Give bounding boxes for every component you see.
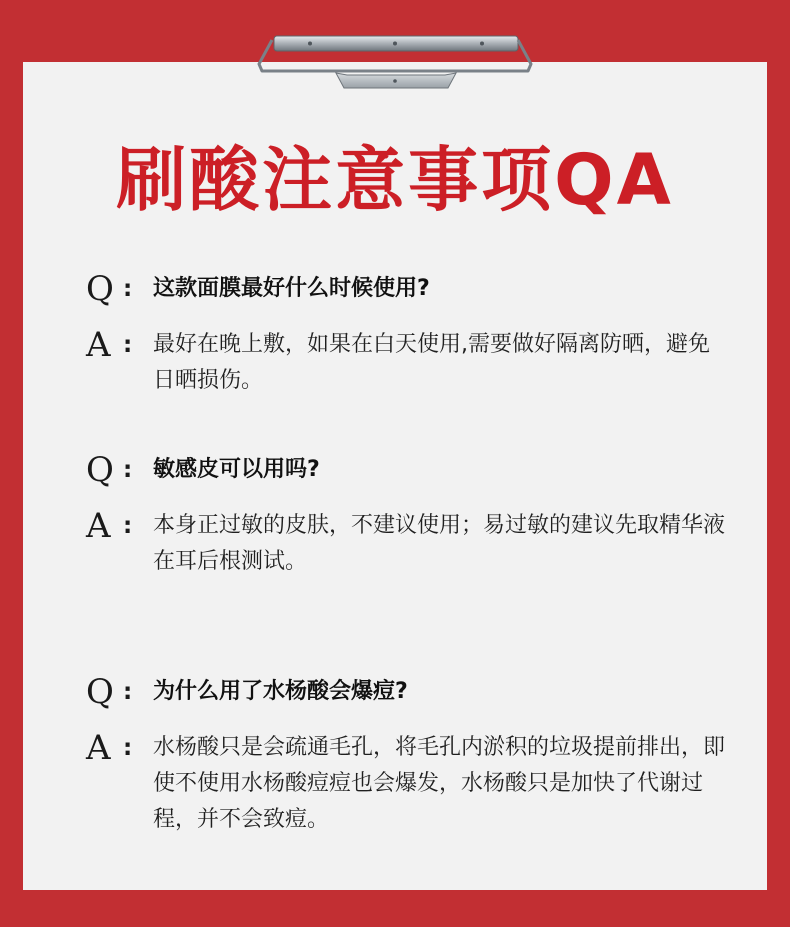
q-marker: Q (86, 269, 114, 309)
a-colon: : (123, 513, 133, 539)
question-text: 为什么用了水杨酸会爆痘? (153, 679, 408, 704)
answer-text: 本身正过敏的皮肤，不建议使用；易过敏的建议先取精华液在耳后根测试。 (153, 513, 726, 574)
q-marker: Q (86, 672, 114, 712)
answer-text: 最好在晚上敷，如果在白天使用,需要做好隔离防晒，避免日晒损伤。 (153, 332, 710, 393)
question-text: 这款面膜最好什么时候使用? (153, 276, 430, 301)
clipboard-clip-icon (250, 28, 540, 98)
q-colon: : (123, 276, 133, 302)
a-colon: : (123, 735, 133, 761)
a-marker: A (86, 325, 111, 365)
page-title: 刷酸注意事项QA (116, 139, 674, 221)
a-marker: A (86, 506, 111, 546)
question-text: 敏感皮可以用吗? (153, 457, 320, 482)
a-colon: : (123, 332, 133, 358)
a-marker: A (86, 728, 111, 768)
answer-text: 水杨酸只是会疏通毛孔，将毛孔内淤积的垃圾提前排出，即使不使用水杨酸痘痘也会爆发，水杨酸只是加快了代谢过程，并不会致痘。 (153, 735, 726, 832)
q-colon: : (123, 679, 133, 705)
q-colon: : (123, 457, 133, 483)
q-marker: Q (86, 450, 114, 490)
